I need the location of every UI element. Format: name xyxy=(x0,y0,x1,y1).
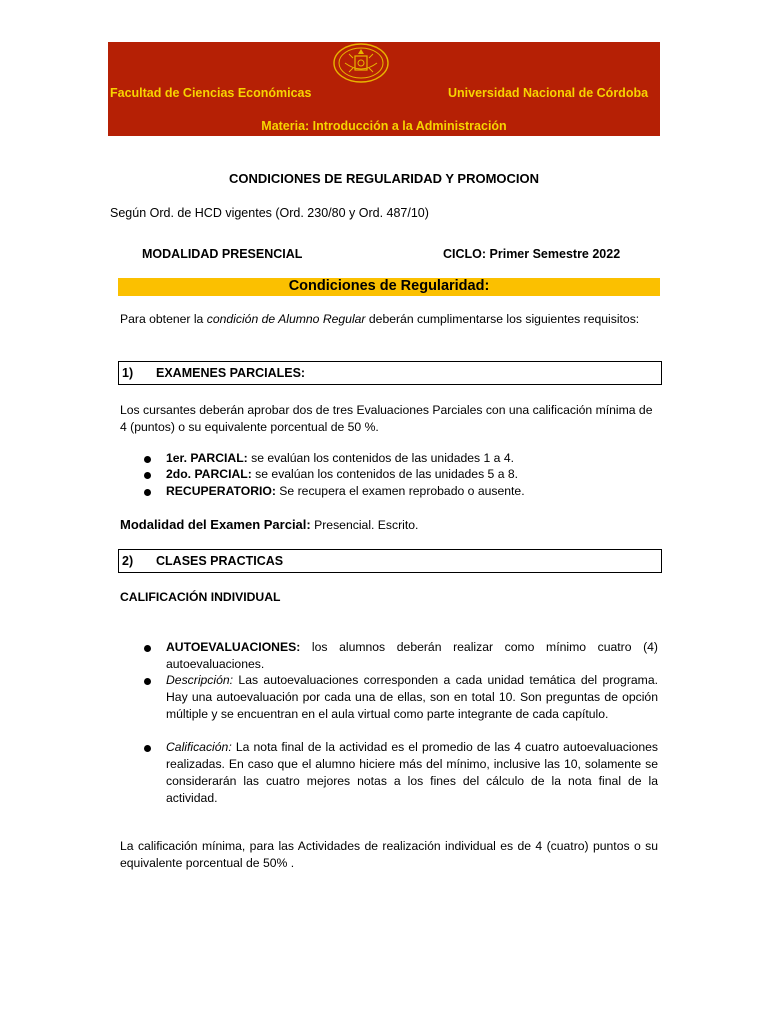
partial-2-text: se evalúan los contenidos de las unidades 5 a 8. xyxy=(251,467,519,481)
exam-mode-value: Presencial. Escrito. xyxy=(310,518,419,532)
section-2-number: 2) xyxy=(122,554,134,568)
grading-text: La nota final de la actividad es el promedio de las 4 cuatro autoevaluaciones realizadas. En caso que el alumno hiciere más del mínimo, inclusive las 10, solamente se considerarán las cuatro mejores notas a los fines del cálculo de la nota final de la actividad. xyxy=(166,740,658,805)
recovery-text: Se recupera el examen reprobado o ausente. xyxy=(275,484,525,498)
recovery-item xyxy=(166,483,525,500)
partial-1-label: 1er. PARCIAL: xyxy=(166,451,248,465)
exam-mode-label: Modalidad del Examen Parcial: xyxy=(120,517,311,532)
subject-name: Materia: Introducción a la Administración xyxy=(261,119,507,133)
self-assessment-text: los alumnos deberán realizar como mínimo cuatro (4) autoevaluaciones. xyxy=(166,640,658,671)
partial-1-text: se evalúan los contenidos de las unidades 1 a 4. xyxy=(247,451,514,465)
intro-text-italic: condición de Alumno Regular xyxy=(206,312,366,326)
bullet-dot-icon xyxy=(144,489,151,496)
grading-label: Calificación: xyxy=(166,740,232,754)
section-1-label: EXAMENES PARCIALES: xyxy=(156,366,306,380)
exam-mode-line xyxy=(120,516,418,534)
bullet-dot-icon xyxy=(144,745,151,752)
section-2-label: CLASES PRACTICAS xyxy=(156,554,284,568)
bullet-dot-icon xyxy=(144,645,151,652)
ordinance-line: Según Ord. de HCD vigentes (Ord. 230/80 y Ord. 487/10) xyxy=(110,206,429,220)
university-seal-icon xyxy=(331,42,391,84)
partial-2-label: 2do. PARCIAL: xyxy=(166,467,252,481)
section-2-box xyxy=(118,549,662,573)
section-1-box xyxy=(118,361,662,385)
page-title: CONDICIONES DE REGULARIDAD Y PROMOCION xyxy=(228,171,540,186)
partial-2-item xyxy=(166,466,518,483)
bullet-dot-icon xyxy=(144,678,151,685)
description-label: Descripción: xyxy=(166,673,234,687)
partial-1-item xyxy=(166,450,514,467)
bullet-dot-icon xyxy=(144,472,151,479)
cycle-label: CICLO: Primer Semestre 2022 xyxy=(443,247,621,261)
section-1-text: Los cursantes deberán aprobar dos de tres Evaluaciones Parciales con una calificación mínima de 4 (puntos) o su equivalente porcentual de 50 %. xyxy=(120,403,653,434)
bullet-dot-icon xyxy=(144,456,151,463)
self-assessment-item xyxy=(166,639,658,673)
description-item xyxy=(166,672,658,723)
intro-text-after: deberán cumplimentarse los siguientes requisitos: xyxy=(365,312,640,326)
section-1-number: 1) xyxy=(122,366,134,380)
description-text: Las autoevaluaciones corresponden a cada unidad temática del programa. Hay una autoevaluación por cada una de ellas, son en total 10. Son preguntas de opción múltiple y se encuentran en el aula virtual como parte integrante de cada capítulo. xyxy=(166,673,658,721)
individual-grade-title: CALIFICACIÓN INDIVIDUAL xyxy=(120,590,281,604)
regularity-intro xyxy=(120,311,658,328)
closing-paragraph: La calificación mínima, para las Actividades de realización individual es de 4 (cuatro) puntos o su equivalente porcentual de 50% . xyxy=(120,839,658,870)
faculty-name: Facultad de Ciencias Económicas xyxy=(110,86,312,100)
recovery-label: RECUPERATORIO: xyxy=(166,484,276,498)
regularity-title: Condiciones de Regularidad: xyxy=(288,278,490,294)
university-name: Universidad Nacional de Córdoba xyxy=(448,86,649,100)
self-assessment-label: AUTOEVALUACIONES: xyxy=(166,640,301,654)
intro-text-before: Para obtener la xyxy=(120,312,207,326)
modality-label: MODALIDAD PRESENCIAL xyxy=(142,247,303,261)
grading-item xyxy=(166,739,658,807)
